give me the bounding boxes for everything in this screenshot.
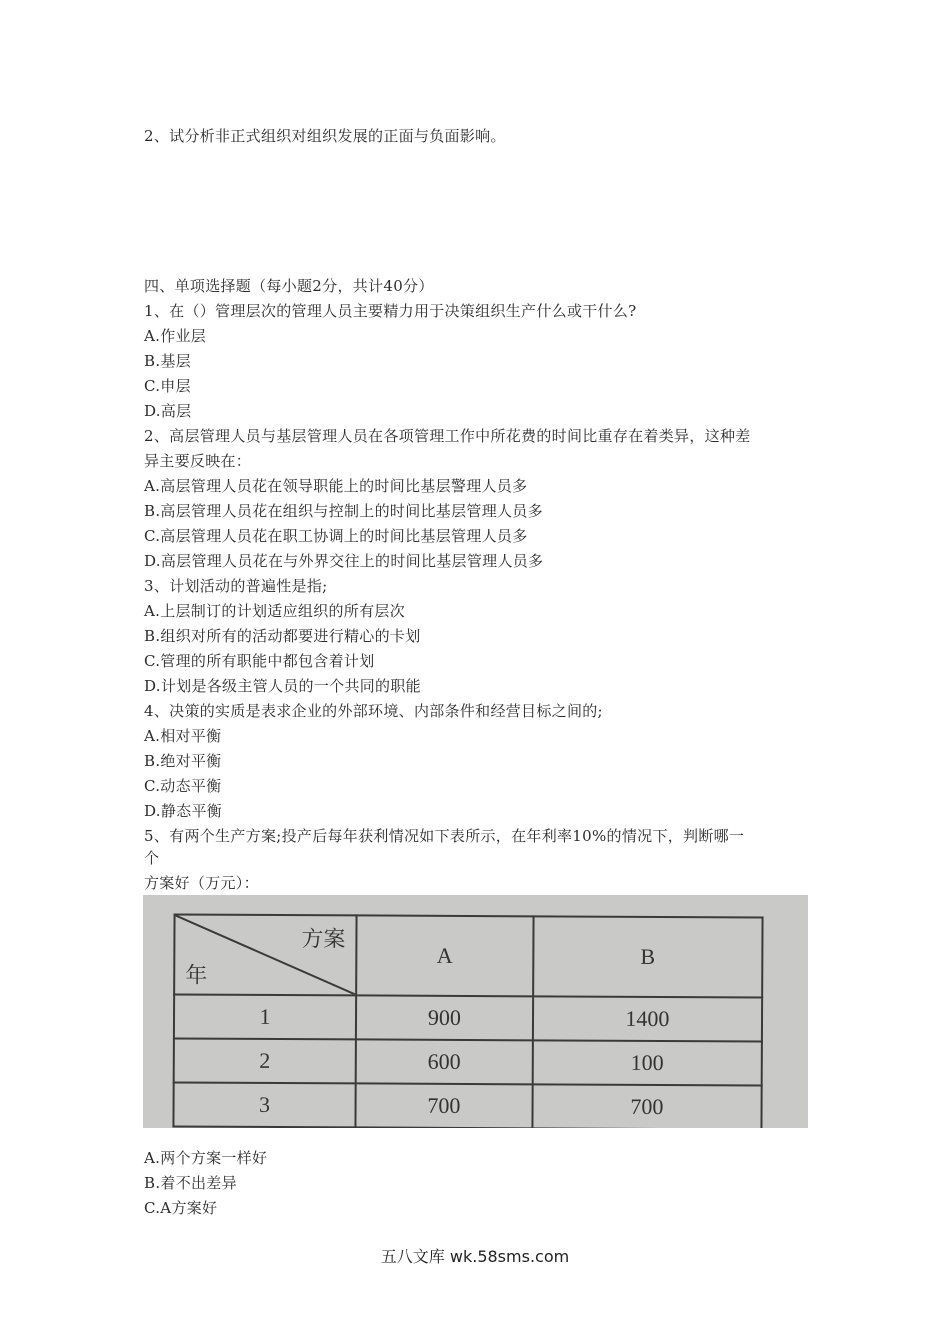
plan-b-cell: 100 [532, 1040, 762, 1085]
q5-stem-line3: 方案好（万元）： [144, 874, 259, 892]
q5-stem-line2: 个 [144, 849, 160, 867]
plan-a-cell: 900 [356, 995, 533, 1040]
table-row [173, 1082, 761, 1128]
q1-option-c: C.申层 [144, 377, 191, 395]
q3-option-a: A.上层制订的计划适应组织的所有层次 [144, 602, 406, 620]
q3-option-b: B.组织对所有的活动都要进行精心的卡划 [144, 627, 421, 645]
table-row [174, 1038, 762, 1085]
plan-b-cell: 1400 [533, 996, 763, 1041]
table-header-row [174, 914, 762, 997]
year-cell: 2 [174, 1038, 356, 1083]
q1-option-b: B.基层 [144, 352, 191, 370]
plan-a-cell: 600 [356, 1039, 533, 1084]
table-row [174, 994, 762, 1041]
year-cell: 3 [173, 1082, 355, 1127]
corner-label-year: 年 [185, 962, 208, 988]
q5-profit-table [172, 913, 763, 1128]
q3-stem: 3、计划活动的普遍性是指; [144, 577, 328, 595]
q2-stem-line2: 异主要反映在： [144, 452, 252, 470]
q5-option-a: A.两个方案一样好 [144, 1149, 268, 1167]
column-header-b: B [533, 916, 763, 997]
q4-option-d: D.静态平衡 [144, 802, 223, 820]
q3-option-d: D.计划是各级主管人员的一个共同的职能 [144, 677, 421, 695]
q1-option-d: D.高层 [144, 402, 192, 420]
q5-table-photo [143, 895, 808, 1128]
q2-option-a: A.高层管理人员花在领导职能上的时间比基层警理人员多 [144, 477, 528, 495]
q4-option-c: C.动态平衡 [144, 777, 222, 795]
q4-option-a: A.相对平衡 [144, 727, 222, 745]
q2-option-b: B.高层管理人员花在组织与控制上的时间比基层管理人员多 [144, 502, 543, 520]
footer-watermark: 五八文库 wk.58sms.com [380, 1247, 570, 1266]
q2-option-d: D.高层管理人员花在与外界交往上的时间比基层管理人员多 [144, 552, 544, 570]
corner-label-plan: 方案 [301, 926, 346, 952]
q5-option-c: C.A方案好 [144, 1199, 218, 1217]
q5-option-b: B.着不出差异 [144, 1174, 237, 1192]
section-title: 四、单项选择题（每小题2分，共计40分） [144, 277, 434, 295]
q1-option-a: A.作业层 [144, 327, 207, 345]
q5-stem-line1: 5、有两个生产方案;投产后每年获利情况如下表所示，在年利率10%的情况下，判断哪一 [144, 827, 745, 845]
q3-option-c: C.管理的所有职能中都包含着计划 [144, 652, 375, 670]
q2-option-c: C.高层管理人员花在职工协调上的时间比基层管理人员多 [144, 527, 528, 545]
plan-b-cell: 700 [532, 1084, 762, 1128]
essay-question-2: 2、试分析非正式组织对组织发展的正面与负面影响。 [144, 127, 506, 145]
year-cell: 1 [174, 994, 356, 1039]
q4-stem: 4、决策的实质是表求企业的外部环境、内部条件和经营目标之间的; [144, 702, 603, 720]
column-header-a: A [356, 915, 533, 996]
q4-option-b: B.绝对平衡 [144, 752, 222, 770]
table-corner-cell [174, 914, 356, 995]
q2-stem-line1: 2、高层管理人员与基层管理人员在各项管理工作中所花费的时间比重存在着类异，这种差 [144, 427, 751, 445]
q1-stem: 1、在（）管理层次的管理人员主要精力用于决策组织生产什么或干什么? [144, 302, 637, 320]
plan-a-cell: 700 [355, 1083, 532, 1128]
